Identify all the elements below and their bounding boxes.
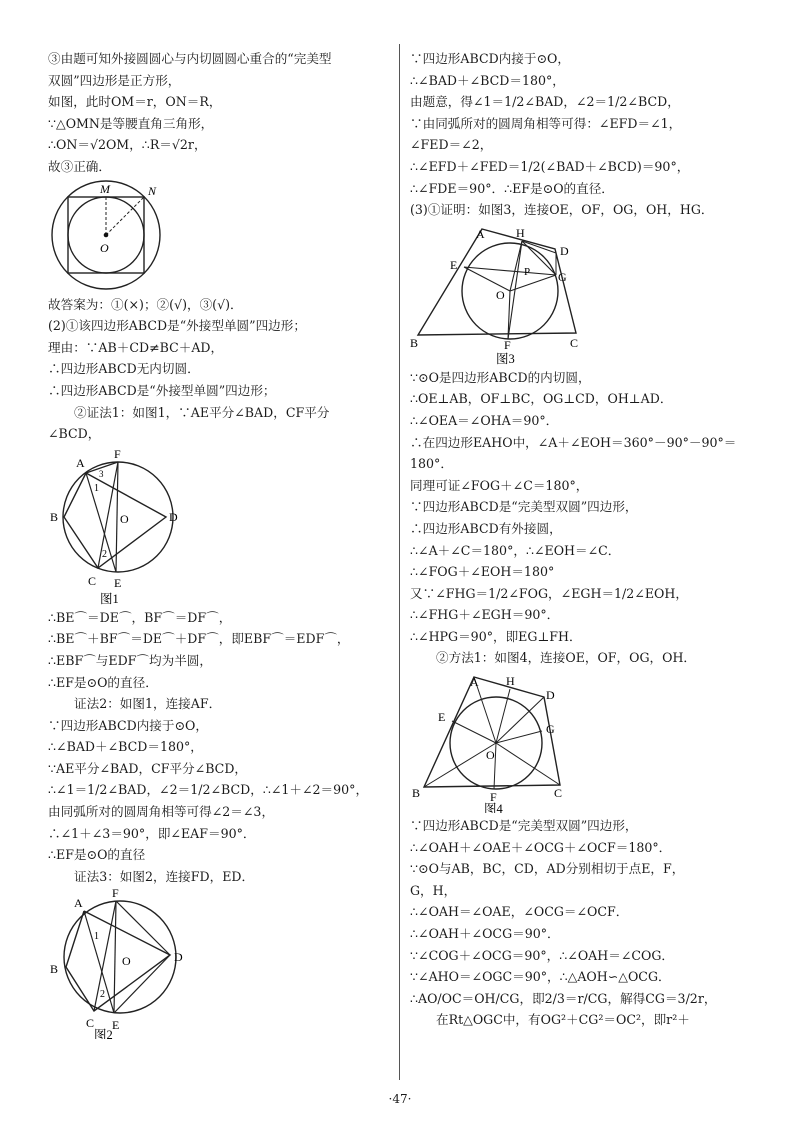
text-line: 180°． — [410, 456, 453, 472]
label-a: A — [74, 896, 83, 911]
figure-4 — [410, 671, 590, 813]
caption-fig2: 图2 — [94, 1028, 113, 1040]
text-line: ∵∠COG＋∠OCG＝90°，∴∠OAH＝∠COG． — [410, 947, 674, 963]
label-p: P — [524, 265, 531, 278]
text-line: ∴∠A＋∠C＝180°，∴∠EOH＝∠C． — [410, 542, 621, 558]
text-line: ∴∠OEA＝∠OHA＝90°． — [410, 412, 559, 428]
label-o: O — [122, 954, 131, 969]
center-point — [104, 232, 109, 237]
caption-fig1: 图1 — [100, 591, 119, 605]
label-d: D — [174, 950, 183, 965]
text-line: ∴四边形ABCD有外接圆， — [410, 520, 562, 536]
label-b: B — [50, 962, 59, 977]
label-h: H — [516, 225, 525, 240]
text-line: 双圆”四边形是正方形， — [48, 72, 181, 88]
text-line: ∴四边形ABCD是“外接型单圆”四边形； — [48, 382, 276, 398]
text-line: ∠BCD， — [48, 426, 101, 442]
label-f: F — [490, 790, 497, 805]
text-line: ∴∠BAD＋∠BCD＝180°， — [48, 739, 203, 755]
label-2: 2 — [100, 989, 105, 1001]
text-line: ∴∠FOG＋∠EOH＝180° — [410, 564, 555, 580]
text-line: ∴∠FDE＝90°．∴EF是⊙O的直径． — [410, 180, 614, 196]
figure-square-circles — [48, 180, 188, 292]
label-o: O — [496, 287, 505, 302]
label-e: E — [450, 257, 458, 272]
text-line: 由同弧所对的圆周角相等可得∠2＝∠3， — [48, 804, 275, 820]
text-line: ∴∠1＋∠3＝90°，即∠EAF＝90°． — [48, 825, 256, 841]
label-a: A — [76, 455, 85, 470]
segment-ef — [116, 462, 118, 572]
label-f: F — [112, 889, 119, 901]
label-d: D — [169, 509, 178, 524]
text-line: 又∵∠FHG＝1/2∠FOG，∠EGH＝1/2∠EOH， — [410, 585, 688, 601]
text-line: ∴在四边形EAHO中，∠A＋∠EOH＝360°－90°－90°＝ — [410, 434, 737, 450]
text-line: ∵⊙O是四边形ABCD的内切圆， — [410, 369, 591, 385]
text-line: ∴BE⌒＝DE⌒，BF⌒＝DF⌒， — [48, 609, 232, 625]
label-o: O — [486, 748, 495, 763]
label-f: F — [504, 337, 511, 352]
label-1: 1 — [94, 931, 99, 943]
text-line: 同理可证∠FOG＋∠C＝180°， — [410, 477, 589, 493]
label-d: D — [546, 688, 555, 703]
text-line: ∵∠AHO＝∠OGC＝90°，∴△AOH∽△OCG． — [410, 969, 671, 985]
text-line: (3)①证明：如图3，连接OE，OF，OG，OH，HG． — [410, 202, 714, 218]
segment-oc — [496, 743, 560, 785]
label-e: E — [112, 1018, 120, 1033]
label-a: A — [476, 226, 485, 241]
text-line: ②证法1：如图1，∵AE平分∠BAD，CF平分 — [74, 404, 330, 420]
label-c: C — [570, 335, 579, 350]
text-line: ∠FED＝∠2， — [410, 137, 493, 153]
text-line: ∴∠1＝1/2∠BAD，∠2＝1/2∠BCD，∴∠1＋∠2＝90°， — [48, 782, 369, 798]
label-c: C — [554, 786, 563, 801]
text-line: ∴AO/OC＝OH/CG，即2/3＝r/CG，解得CG＝3/2r， — [410, 990, 717, 1006]
segment-fd — [116, 901, 170, 955]
label-c: C — [86, 1016, 95, 1031]
label-c: C — [88, 573, 97, 588]
text-line: (2)①该四边形ABCD是“外接型单圆”四边形； — [48, 318, 306, 334]
text-line: ②方法1：如图4，连接OE，OF，OG，OH． — [436, 650, 697, 666]
circle-o — [64, 901, 176, 1013]
text-line: 证法2：如图1，连接AF． — [74, 696, 222, 712]
text-line: ∵四边形ABCD内接于⊙O， — [410, 51, 570, 66]
figure-2 — [48, 889, 208, 1039]
label-m: M — [100, 181, 110, 196]
text-line: 故答案为：①(×)；②(√)，③(√)． — [48, 296, 243, 312]
text-line: 理由：∵AB＋CD≠BC＋AD， — [48, 339, 224, 355]
label-h: H — [506, 674, 515, 689]
label-f: F — [114, 446, 121, 461]
text-line: ∴∠HPG＝90°，即EG⊥FH． — [410, 628, 582, 644]
text-line: ∵四边形ABCD是“完美型双圆”四边形， — [410, 499, 638, 515]
text-line: ∴OE⊥AB，OF⊥BC，OG⊥CD，OH⊥AD． — [410, 391, 673, 407]
segment-ae — [84, 911, 114, 1013]
label-d: D — [560, 243, 569, 258]
label-e: E — [114, 575, 122, 590]
text-line: ∴∠FHG＋∠EGH＝90°． — [410, 607, 560, 623]
quadrilateral-abcd — [64, 473, 166, 568]
figure-3 — [410, 223, 590, 365]
label-n: N — [148, 183, 157, 198]
text-line: 证法3：如图2，连接FD，ED． — [74, 868, 255, 884]
text-line: 故③正确． — [48, 158, 111, 174]
text-line: G，H， — [410, 882, 457, 898]
segment-hd — [522, 241, 556, 253]
text-line: ∵⊙O与AB，BC，CD，AD分别相切于点E，F， — [410, 861, 685, 877]
label-b: B — [410, 335, 419, 350]
text-line: 如图，此时OM＝r，ON＝R， — [48, 94, 222, 110]
quadrilateral-abcd — [66, 911, 170, 1011]
text-line: ∵四边形ABCD内接于⊙O， — [48, 717, 208, 733]
text-line: ∴∠OAH＝∠OAE，∠OCG＝∠OCF． — [410, 904, 629, 920]
text-line: ∵△OMN是等腰直角三角形， — [48, 115, 214, 131]
label-o: O — [100, 240, 109, 255]
text-line: ③由题可知外接圆圆心与内切圆圆心重合的“完美型 — [48, 51, 332, 66]
page-number: ·47· — [388, 1092, 412, 1106]
caption-fig4: 图4 — [484, 802, 503, 814]
figure-1 — [48, 447, 208, 605]
label-1: 1 — [94, 482, 99, 494]
text-line: ∴ON＝√2OM，∴R＝√2r， — [48, 137, 207, 153]
label-g: G — [558, 269, 567, 284]
right-column — [410, 48, 762, 1031]
text-line: ∴∠BAD＋∠BCD＝180°， — [410, 72, 565, 88]
text-line: ∴EF是⊙O的直径． — [48, 674, 158, 690]
text-line: ∴∠OAH＋∠OCG＝90°． — [410, 926, 560, 942]
text-line: 由题意，得∠1＝1/2∠BAD，∠2＝1/2∠BCD， — [410, 94, 680, 110]
left-column — [48, 48, 388, 1041]
label-o: O — [120, 511, 129, 526]
label-2: 2 — [102, 548, 107, 560]
text-line: ∵AE平分∠BAD，CF平分∠BCD， — [48, 760, 248, 776]
text-line: 在Rt△OGC中，有OG²＋CG²＝OC²，即r²＋ — [436, 1012, 690, 1028]
label-3: 3 — [99, 468, 104, 479]
text-line: ∴EBF⌒与EDF⌒均为半圆， — [48, 652, 212, 668]
text-line: ∴∠EFD＋∠FED＝1/2(∠BAD＋∠BCD)＝90°， — [410, 158, 690, 174]
label-b: B — [412, 786, 421, 801]
text-line: ∴BE⌒＋BF⌒＝DE⌒＋DF⌒，即EBF⌒＝EDF⌒， — [48, 631, 350, 647]
text-line: ∴四边形ABCD无内切圆． — [48, 361, 200, 377]
column-divider — [399, 44, 400, 1080]
text-line: ∴∠OAH＋∠OAE＋∠OCG＋∠OCF＝180°． — [410, 839, 672, 855]
label-e: E — [438, 710, 446, 725]
label-b: B — [50, 509, 59, 524]
text-line: ∵四边形ABCD是“完美型双圆”四边形， — [410, 818, 638, 834]
label-a: A — [470, 674, 479, 689]
caption-fig3: 图3 — [496, 351, 515, 365]
text-line: ∴EF是⊙O的直径 — [48, 847, 146, 863]
label-g: G — [546, 722, 555, 737]
text-line: ∵由同弧所对的圆周角相等可得：∠EFD＝∠1， — [410, 115, 682, 131]
